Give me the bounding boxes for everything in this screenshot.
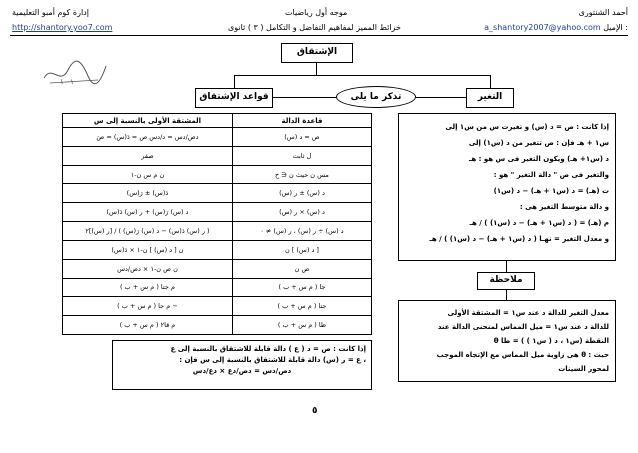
remember-title: تذكر ما يلى [336,86,416,108]
function-cell: جا ( م س + ب ) [232,278,371,297]
change-line: و دالة متوسط التغير هى : [519,203,609,211]
change-line: س١ + هـ فإن : ص تتغير من د (س١) إلى [468,139,609,147]
chain-rule-box [112,340,372,390]
table-row [63,278,372,297]
function-cell: د (س) ÷ ر (س) ، ر (س) ≠ ٠ [232,222,371,241]
change-line: والتغير فى ص " دالة التغير " هو : [493,171,609,179]
table-row [63,297,372,316]
connector [234,75,490,76]
table-row [63,128,372,147]
function-cell: ص = د (س) [232,128,371,147]
derivative-cell: دَ(س) ± رَ(س) [63,184,233,203]
table-row [63,316,372,335]
notes-line: معدل التغير للدالة د عند س١ = المشتقة الأولى [447,309,609,317]
table-row [63,203,372,222]
notes-title: ملاحظة [477,272,535,290]
rules-title: قواعد الإشتقاق [195,88,273,108]
change-line: د (س١+ هـ) ويكون التغير فى س هو : هـ [468,155,609,163]
change-title: التغير [466,88,514,108]
author-name: أحمد الشنتورى [578,8,628,17]
table-row [63,184,372,203]
function-cell: د (س) ± ر (س) [232,184,371,203]
derivative-cell: ن ص ن-١ × دص/دس [63,259,233,278]
email-value[interactable]: a_shantory2007@yahoo.com [484,23,601,32]
header-rule [10,35,628,36]
derivative-cell: − م جا ( م س + ب ) [63,297,233,316]
connector [316,63,317,75]
table-row [63,165,372,184]
function-cell: ص ن [232,259,371,278]
chain-rule-line-1: إذا كانت : ص = د ( ع ) دالة قابلة للاشتقاق بالنسبة إلى ع [170,345,366,353]
connector [416,97,468,98]
notes-line: للدالة د عند س١ = ميل المماس لمنحنى الدالة عند [437,323,609,331]
page-number: ٥ [312,406,318,416]
connector [270,97,336,98]
subject-title: موجه أول رياضيات [285,8,348,17]
derivative-cell: ن م س ن-١ [63,165,233,184]
change-line: م (هـ) = ( د (س١ + هـ) − د (س١) ) / هـ [469,219,609,227]
chain-rule-formula: دص/دس = دص/دع × دع/دس [192,367,292,375]
table-row [63,259,372,278]
notes-line: النقطة (س١ ، د ( س١ ) ) = ظا θ [493,337,609,345]
signature [40,56,110,90]
column-header-derivative: المشتقة الأولى بالنسبة إلى س [63,114,233,128]
table-row [63,222,372,241]
function-cell: جتا ( م س + ب ) [232,297,371,316]
function-cell: [ د (س) ] ن [232,240,371,259]
main-title: الإشتقاق [281,43,353,63]
function-cell: ظا ( م س + ب ) [232,316,371,335]
function-cell: مس ن حيث ن ∈ ح [232,165,371,184]
rules-table-frame [62,113,372,335]
derivative-cell: د (س) رَ(س) + ر (س) دَ(س) [63,203,233,222]
admin-name: إدارة كوم أمبو التعليمية [12,8,89,17]
change-line: ت (هـ) = د (س١ + هـ) − د (س١) [493,187,609,195]
derivative-cell: دص/دس = د/دس ص = دَ(س) = صَ [63,128,233,147]
map-title: خرائط المميز لمفاهيم التفاضل و التكامل ( ٣ ) ثانوى [228,23,401,32]
chain-rule-line-2: ، ع = ر (س) دالة قابلة للاشتقاق بالنسبة إلى س فإن : [179,356,366,364]
table-row [63,146,372,165]
derivative-cell: ن [ د (س) ] ن-١ × دَ(س) [63,240,233,259]
connector [234,75,235,88]
function-cell: ل ثابت [232,146,371,165]
signature-drawing [40,56,110,90]
email-row [484,23,628,32]
email-label: الإميل : [603,23,628,32]
notes-box [398,300,616,382]
table-row [63,240,372,259]
connector [506,290,507,300]
change-line: إذا كانت : ص = د (س) و تغيرت س من س١ إلى [445,123,609,131]
function-cell: د (س) × ر (س) [232,203,371,222]
change-box [398,113,616,261]
website-link[interactable]: http://shantory.yoo7.com [12,23,113,32]
change-line: و معدل التغير = نهـا ( د (س١ + هـ) − د (س١) ) / هـ [429,235,609,243]
rules-table [62,113,372,335]
connector [490,75,491,88]
derivative-cell: ( ر (س) دَ(س) − د (س) رَ(س) ) / [ر (س)]٢ [63,222,233,241]
column-header-function: قاعدة الدالة [232,114,371,128]
notes-line: حيث : θ هى زاوية ميل المماس مع الإتجاه الموجب [436,351,609,359]
derivative-cell: م قا٢ ( م س + ب ) [63,316,233,335]
connector [506,261,507,272]
signature-date: ١-١٠ [60,78,74,86]
notes-line: لمحور السينات [558,365,609,373]
derivative-cell: م جتا ( م س + ب ) [63,278,233,297]
derivative-cell: صفر [63,146,233,165]
